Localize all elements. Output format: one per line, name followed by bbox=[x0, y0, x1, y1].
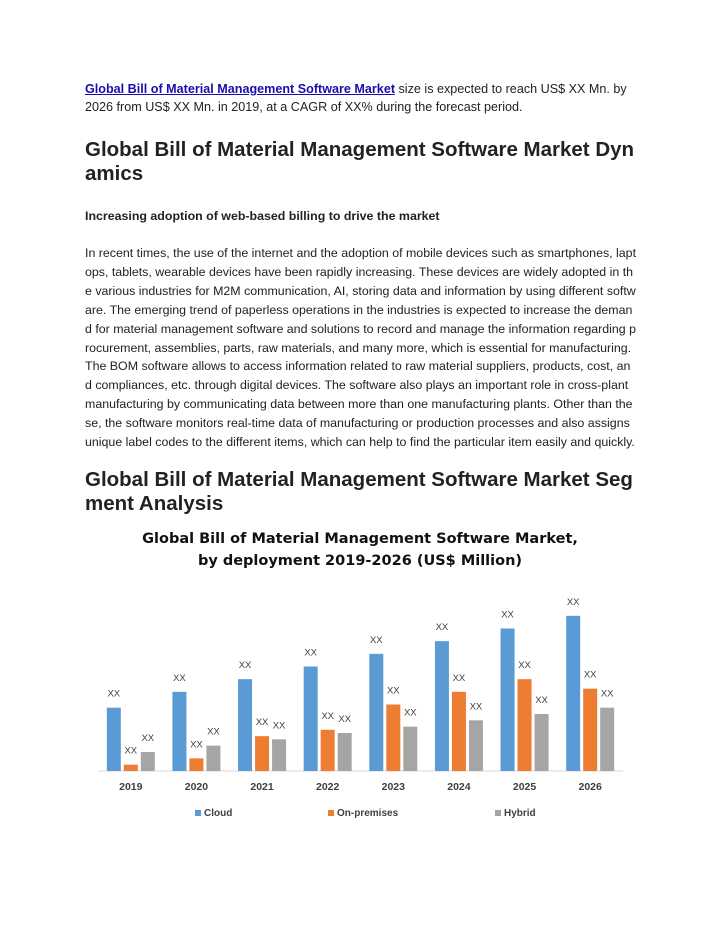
data-label: XX bbox=[173, 672, 186, 684]
dynamics-heading: Global Bill of Material Management Software Market Dynamics bbox=[85, 138, 635, 185]
bar-on-premises-2025 bbox=[518, 679, 532, 771]
bar-on-premises-2019 bbox=[124, 765, 138, 771]
bar-cloud-2025 bbox=[501, 629, 515, 772]
x-tick-label: 2025 bbox=[512, 781, 537, 793]
legend-label-on-premises: On-premises bbox=[337, 808, 399, 819]
data-label: XX bbox=[272, 720, 286, 732]
bar-cloud-2024 bbox=[435, 641, 449, 771]
legend-swatch-cloud bbox=[195, 810, 201, 816]
bar-on-premises-2024 bbox=[452, 692, 466, 771]
intro-text: size is expected to reach US$ XX Mn. by 2026 from US$ XX Mn. in 2019, at a CAGR of XX% during the forecast period. bbox=[85, 82, 627, 114]
x-tick-label: 2022 bbox=[316, 781, 340, 793]
data-label: XX bbox=[435, 622, 449, 634]
data-label: XX bbox=[321, 710, 335, 722]
data-label: XX bbox=[190, 739, 203, 751]
bar-cloud-2023 bbox=[369, 654, 383, 771]
bar-hybrid-2025 bbox=[535, 714, 549, 771]
data-label: XX bbox=[501, 609, 514, 621]
bar-hybrid-2026 bbox=[600, 708, 614, 771]
legend-swatch-hybrid bbox=[495, 810, 501, 816]
chart-title-line1: Global Bill of Material Management Software Market, bbox=[142, 531, 578, 547]
chart-title-line2: by deployment 2019-2026 (US$ Million) bbox=[197, 553, 523, 569]
x-tick-label: 2019 bbox=[119, 781, 143, 793]
intro-paragraph bbox=[85, 80, 637, 116]
data-label: XX bbox=[369, 634, 383, 646]
data-label: XX bbox=[566, 596, 580, 608]
data-label: XX bbox=[469, 701, 483, 713]
data-label: XX bbox=[338, 714, 352, 725]
data-label: XX bbox=[238, 660, 252, 672]
bar-hybrid-2023 bbox=[403, 727, 417, 771]
x-tick-label: 2023 bbox=[381, 781, 405, 793]
data-label: XX bbox=[386, 685, 400, 697]
bar-cloud-2022 bbox=[304, 667, 318, 772]
dynamics-paragraph: In recent times, the use of the internet and the adoption of mobile devices such as smartphones, laptops, tablets, wearable devices have been rapidly increasing. These devices are widely adopted in the various industries for M2M communication, AI, storing data and information by using different software. The emerging trend of paperless operations in the industries is expected to increase the demand for material management software and solutions to record and manage the information regarding procurement, assemblies, parts, raw materials, and many more, which is essential for manufacturing. The BOM software allows to access information related to raw material suppliers, products, cost, and compliances, etc. through digital devices. The software also plays an important role in cross-plant manufacturing by communicating data between more than one manufacturing plants. Other than these, the software monitors real-time data of manufacturing or production processes and also assigns unique label codes to the different items, which can help to find the particular item easily and quickly. bbox=[85, 246, 637, 450]
data-label: XX bbox=[107, 688, 121, 700]
bar-cloud-2019 bbox=[107, 708, 121, 771]
bar-hybrid-2022 bbox=[338, 733, 352, 771]
legend-swatch-on-premises bbox=[328, 810, 334, 816]
bar-cloud-2026 bbox=[566, 616, 580, 771]
chart-title bbox=[90, 528, 630, 572]
segment-heading: Global Bill of Material Management Software Market Segment Analysis bbox=[85, 467, 633, 515]
data-label: XX bbox=[403, 707, 417, 719]
bar-hybrid-2020 bbox=[206, 746, 220, 771]
bar-on-premises-2023 bbox=[386, 705, 400, 772]
data-label: XX bbox=[304, 647, 318, 659]
bar-on-premises-2026 bbox=[583, 689, 597, 771]
x-tick-label: 2026 bbox=[578, 781, 602, 793]
x-tick-label: 2024 bbox=[447, 781, 471, 793]
bar-cloud-2021 bbox=[238, 679, 252, 771]
bar-hybrid-2019 bbox=[141, 752, 155, 771]
bar-on-premises-2022 bbox=[321, 730, 335, 771]
bar-on-premises-2020 bbox=[189, 758, 203, 771]
x-tick-label: 2020 bbox=[184, 781, 209, 793]
data-label: XX bbox=[255, 717, 269, 729]
bar-hybrid-2024 bbox=[469, 720, 483, 771]
legend-label-cloud: Cloud bbox=[204, 808, 233, 819]
data-label: XX bbox=[600, 688, 614, 700]
data-label: XX bbox=[141, 733, 155, 744]
legend-label-hybrid: Hybrid bbox=[504, 808, 536, 819]
bar-cloud-2020 bbox=[172, 692, 186, 771]
data-label: XX bbox=[452, 672, 466, 684]
data-label: XX bbox=[583, 669, 597, 681]
data-label: XX bbox=[535, 695, 548, 706]
dynamics-subheading: Increasing adoption of web-based billing to drive the market bbox=[85, 209, 440, 223]
x-tick-label: 2021 bbox=[250, 781, 274, 793]
bar-on-premises-2021 bbox=[255, 736, 269, 771]
market-link[interactable]: Global Bill of Material Management Software Market bbox=[85, 82, 396, 96]
data-label: XX bbox=[124, 745, 138, 757]
data-label: XX bbox=[518, 660, 531, 672]
data-label: XX bbox=[207, 726, 220, 738]
deployment-chart bbox=[90, 520, 650, 830]
document-body bbox=[85, 80, 637, 516]
bar-hybrid-2021 bbox=[272, 739, 286, 771]
